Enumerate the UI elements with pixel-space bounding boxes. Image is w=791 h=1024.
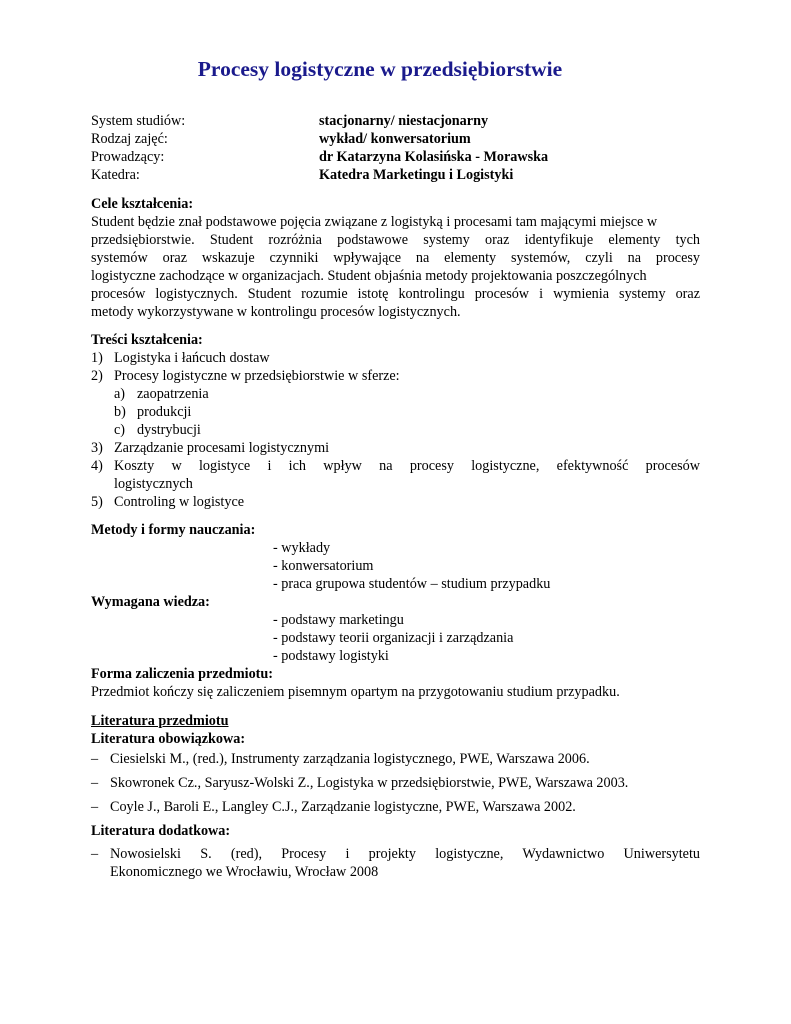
meta-label: Rodzaj zajęć: xyxy=(91,131,168,147)
meta-value: dr Katarzyna Kolasińska - Morawska xyxy=(319,149,549,165)
required-literature-heading: Literatura obowiązkowa: xyxy=(91,731,246,747)
sub-list-text: dystrybucji xyxy=(137,422,201,438)
literature-item xyxy=(91,750,700,774)
course-meta xyxy=(91,112,700,184)
section-objectives xyxy=(91,195,700,321)
sub-list-letter: a) xyxy=(114,386,126,402)
list-text: Zarządzanie procesami logistycznymi xyxy=(114,440,330,456)
list-number: 4) xyxy=(91,458,103,474)
sub-list-item xyxy=(91,385,700,403)
additional-literature-heading: Literatura dodatkowa: xyxy=(91,823,231,839)
sub-list-text: zaopatrzenia xyxy=(137,386,209,402)
sub-list-text: produkcji xyxy=(137,404,192,420)
meta-value: stacjonarny/ niestacjonarny xyxy=(319,113,489,129)
list-text: Logistyka i łańcuch dostaw xyxy=(114,350,270,366)
meta-row-lecturer xyxy=(91,148,700,166)
literature-text-line: Ekonomicznego we Wrocławiu, Wrocław 2008 xyxy=(110,864,379,880)
list-text-line: Koszty w logistyce i ich wpływ na procesy logistyczne, efektywność procesów xyxy=(114,458,700,474)
meta-label: System studiów: xyxy=(91,113,186,129)
list-text: Procesy logistyczne w przedsiębiorstwie w sferze: xyxy=(114,368,400,384)
meta-value: wykład/ konwersatorium xyxy=(319,131,471,147)
literature-text: Skowronek Cz., Saryusz-Wolski Z., Logistyka w przedsiębiorstwie, PWE, Warszawa 2003. xyxy=(110,775,629,791)
list-item xyxy=(91,457,700,493)
literature-text: Ciesielski M., (red.), Instrumenty zarządzania logistycznego, PWE, Warszawa 2006. xyxy=(110,751,590,767)
list-item xyxy=(91,493,700,511)
list-item xyxy=(91,349,700,367)
objectives-line: Student będzie znał podstawowe pojęcia związane z logistyką i procesami tam mającymi miejsce w xyxy=(91,214,658,230)
knowledge-item: - podstawy marketingu xyxy=(273,612,404,628)
methods-heading: Metody i formy nauczania: xyxy=(91,522,256,538)
document-title: Procesy logistyczne w przedsiębiorstwie xyxy=(197,57,563,81)
literature-text: Coyle J., Baroli E., Langley C.J., Zarządzanie logistyczne, PWE, Warszawa 2002. xyxy=(110,799,576,815)
knowledge-item: - podstawy teorii organizacji i zarządzania xyxy=(273,630,514,646)
dash-bullet: – xyxy=(91,799,99,815)
dash-bullet: – xyxy=(91,846,99,862)
section-contents xyxy=(91,331,700,511)
list-number: 1) xyxy=(91,350,103,366)
list-text: Controling w logistyce xyxy=(114,494,245,510)
literature-item xyxy=(91,845,700,881)
knowledge-item: - podstawy logistyki xyxy=(273,648,389,664)
sub-list-item xyxy=(91,403,700,421)
objectives-line: procesów logistycznych. Student rozumie istotę kontrolingu procesów i wymienia systemy oraz xyxy=(91,286,700,302)
methods-item: - konwersatorium xyxy=(273,558,374,574)
meta-label: Prowadzący: xyxy=(91,149,165,165)
objectives-line: logistyczne zachodzące w organizacjach. Student objaśnia metody projektowania poszczególnych xyxy=(91,268,647,284)
meta-row-department xyxy=(91,166,700,184)
objectives-line: przedsiębiorstwie. Student rozróżnia podstawowe systemy oraz identyfikuje elementy tych xyxy=(91,232,700,248)
list-item xyxy=(91,439,700,457)
sub-list-letter: b) xyxy=(114,404,126,420)
sub-list-item xyxy=(91,421,700,439)
list-item xyxy=(91,367,700,385)
meta-row-type xyxy=(91,130,700,148)
dash-bullet: – xyxy=(91,775,99,791)
objectives-heading: Cele kształcenia: xyxy=(91,196,194,212)
contents-heading: Treści kształcenia: xyxy=(91,332,203,348)
literature-text xyxy=(110,845,700,881)
assessment-text: Przedmiot kończy się zaliczeniem pisemnym opartym na przygotowaniu studium przypadku. xyxy=(91,684,620,700)
methods-item: - praca grupowa studentów – studium przypadku xyxy=(273,576,551,592)
literature-item xyxy=(91,774,700,798)
literature-text-line: Nowosielski S. (red), Procesy i projekty logistyczne, Wydawnictwo Uniwersytetu xyxy=(110,846,700,862)
section-methods xyxy=(91,521,700,701)
meta-row-system xyxy=(91,112,700,130)
list-text xyxy=(114,457,700,493)
literature-item xyxy=(91,798,700,822)
list-number: 2) xyxy=(91,368,103,384)
section-literature xyxy=(91,712,700,881)
objectives-line: metody wykorzystywane w kontrolingu procesów logistycznych. xyxy=(91,304,461,320)
list-text-line: logistycznych xyxy=(114,476,193,492)
required-knowledge-heading: Wymagana wiedza: xyxy=(91,594,210,610)
meta-label: Katedra: xyxy=(91,167,140,183)
methods-item: - wykłady xyxy=(273,540,331,556)
list-number: 5) xyxy=(91,494,103,510)
sub-list-letter: c) xyxy=(114,422,126,438)
dash-bullet: – xyxy=(91,751,99,767)
list-number: 3) xyxy=(91,440,103,456)
literature-heading: Literatura przedmiotu xyxy=(91,713,229,729)
meta-value: Katedra Marketingu i Logistyki xyxy=(319,167,514,183)
objectives-line: systemów oraz wskazuje czynniki wpływające na elementy systemów, czyli na procesy xyxy=(91,250,700,266)
assessment-heading: Forma zaliczenia przedmiotu: xyxy=(91,666,274,682)
